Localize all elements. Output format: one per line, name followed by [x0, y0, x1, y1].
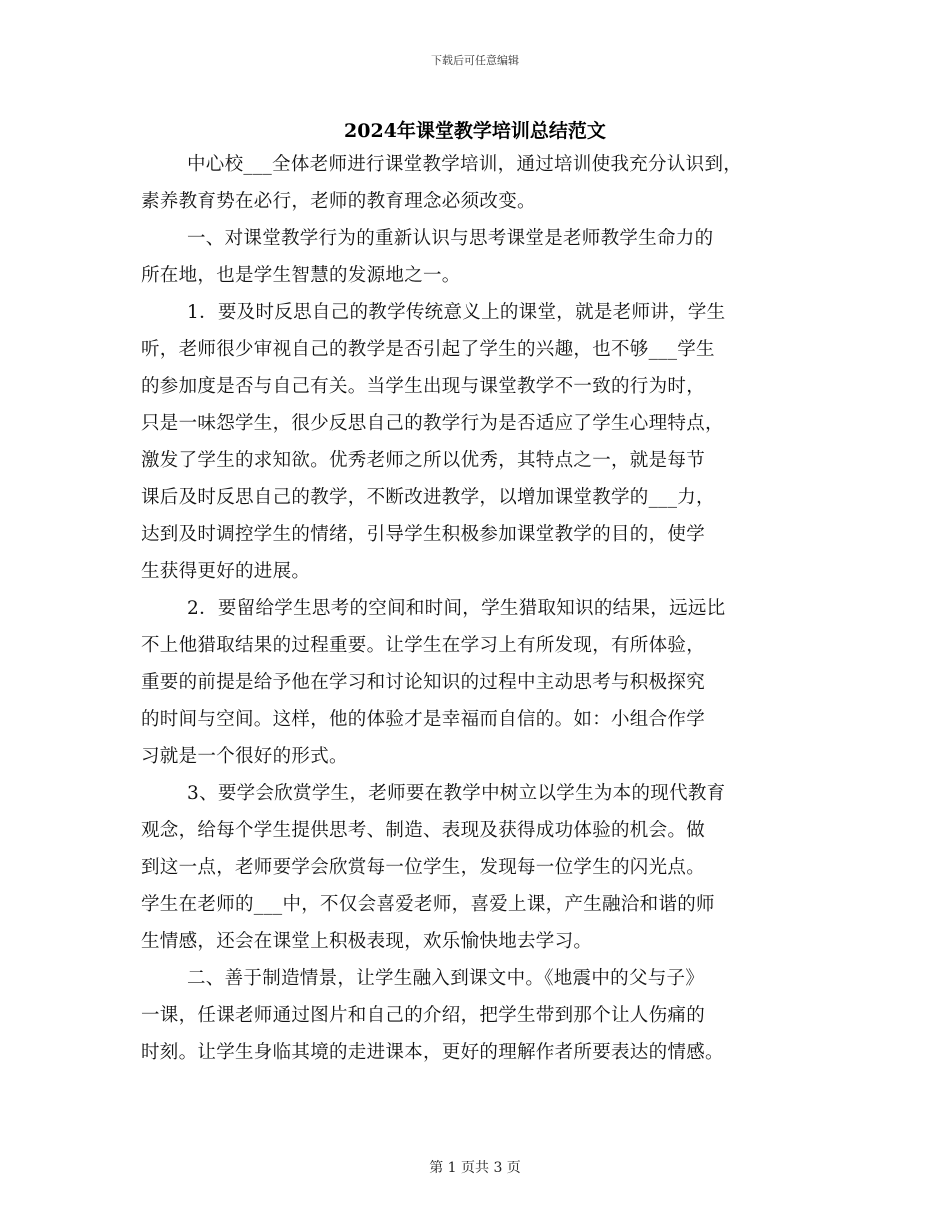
text-line: 只是一味怨学生，很少反思自己的教学行为是否适应了学生心理特点， [141, 413, 724, 434]
text-line: 到这一点，老师要学会欣赏每一位学生，发现每一位学生的闪光点。 [141, 857, 706, 878]
text-line: 2．要留给学生思考的空间和时间，学生猎取知识的结果，远远比 [187, 598, 726, 619]
text-line: 1．要及时反思自己的教学传统意义上的课堂，就是老师讲，学生 [187, 302, 726, 323]
text-line: 一、对课堂教学行为的重新认识与思考课堂是老师教学生命力的 [187, 228, 714, 249]
text-line: 课后及时反思自己的教学，不断改进教学，以增加课堂教学的___力， [141, 487, 715, 508]
text-line: 一课，任课老师通过图片和自己的介绍，把学生带到那个让人伤痛的 [141, 1005, 706, 1026]
page-header-note: 下载后可任意编辑 [431, 54, 519, 67]
text-line: 中心校___全体老师进行课堂教学培训，通过培训使我充分认识到， [187, 154, 743, 175]
text-line: 的时间与空间。这样，他的体验才是幸福而自信的。如：小组合作学 [141, 709, 706, 730]
text-line: 重要的前提是给予他在学习和讨论知识的过程中主动思考与积极探究 [141, 672, 706, 693]
text-line: 达到及时调控学生的情绪，引导学生积极参加课堂教学的目的，使学 [141, 524, 706, 545]
text-line: 时刻。让学生身临其境的走进课本，更好的理解作者所要表达的情感。 [141, 1042, 724, 1063]
text-line: 生情感，还会在课堂上积极表现，欢乐愉快地去学习。 [141, 931, 593, 952]
text-line: 素养教育势在必行，老师的教育理念必须改变。 [141, 191, 536, 212]
text-line: 生获得更好的进展。 [141, 561, 311, 582]
text-line: 的参加度是否与自己有关。当学生出现与课堂教学不一致的行为时， [141, 376, 706, 397]
text-line: 听，老师很少审视自己的教学是否引起了学生的兴趣，也不够___学生 [141, 339, 715, 360]
text-line: 学生在老师的___中，不仅会喜爱老师，喜爱上课，产生融洽和谐的师 [141, 894, 715, 915]
text-line: 所在地，也是学生智慧的发源地之一。 [141, 265, 461, 286]
text-line: 激发了学生的求知欲。优秀老师之所以优秀，其特点之一，就是每节 [141, 450, 706, 471]
page-number: 第 1 页共 3 页 [429, 1160, 521, 1176]
text-line: 观念，给每个学生提供思考、制造、表现及获得成功体验的机会。做 [141, 820, 706, 841]
text-line: 不上他猎取结果的过程重要。让学生在学习上有所发现，有所体验， [141, 635, 706, 656]
text-line: 3、要学会欣赏学生，老师要在教学中树立以学生为本的现代教育 [187, 783, 726, 804]
text-line: 习就是一个很好的形式。 [141, 746, 348, 767]
document-body [141, 146, 811, 1071]
document-title: 2024年课堂教学培训总结范文 [344, 120, 606, 142]
text-line: 二、善于制造情景，让学生融入到课文中。《地震中的父与子》 [187, 968, 705, 989]
